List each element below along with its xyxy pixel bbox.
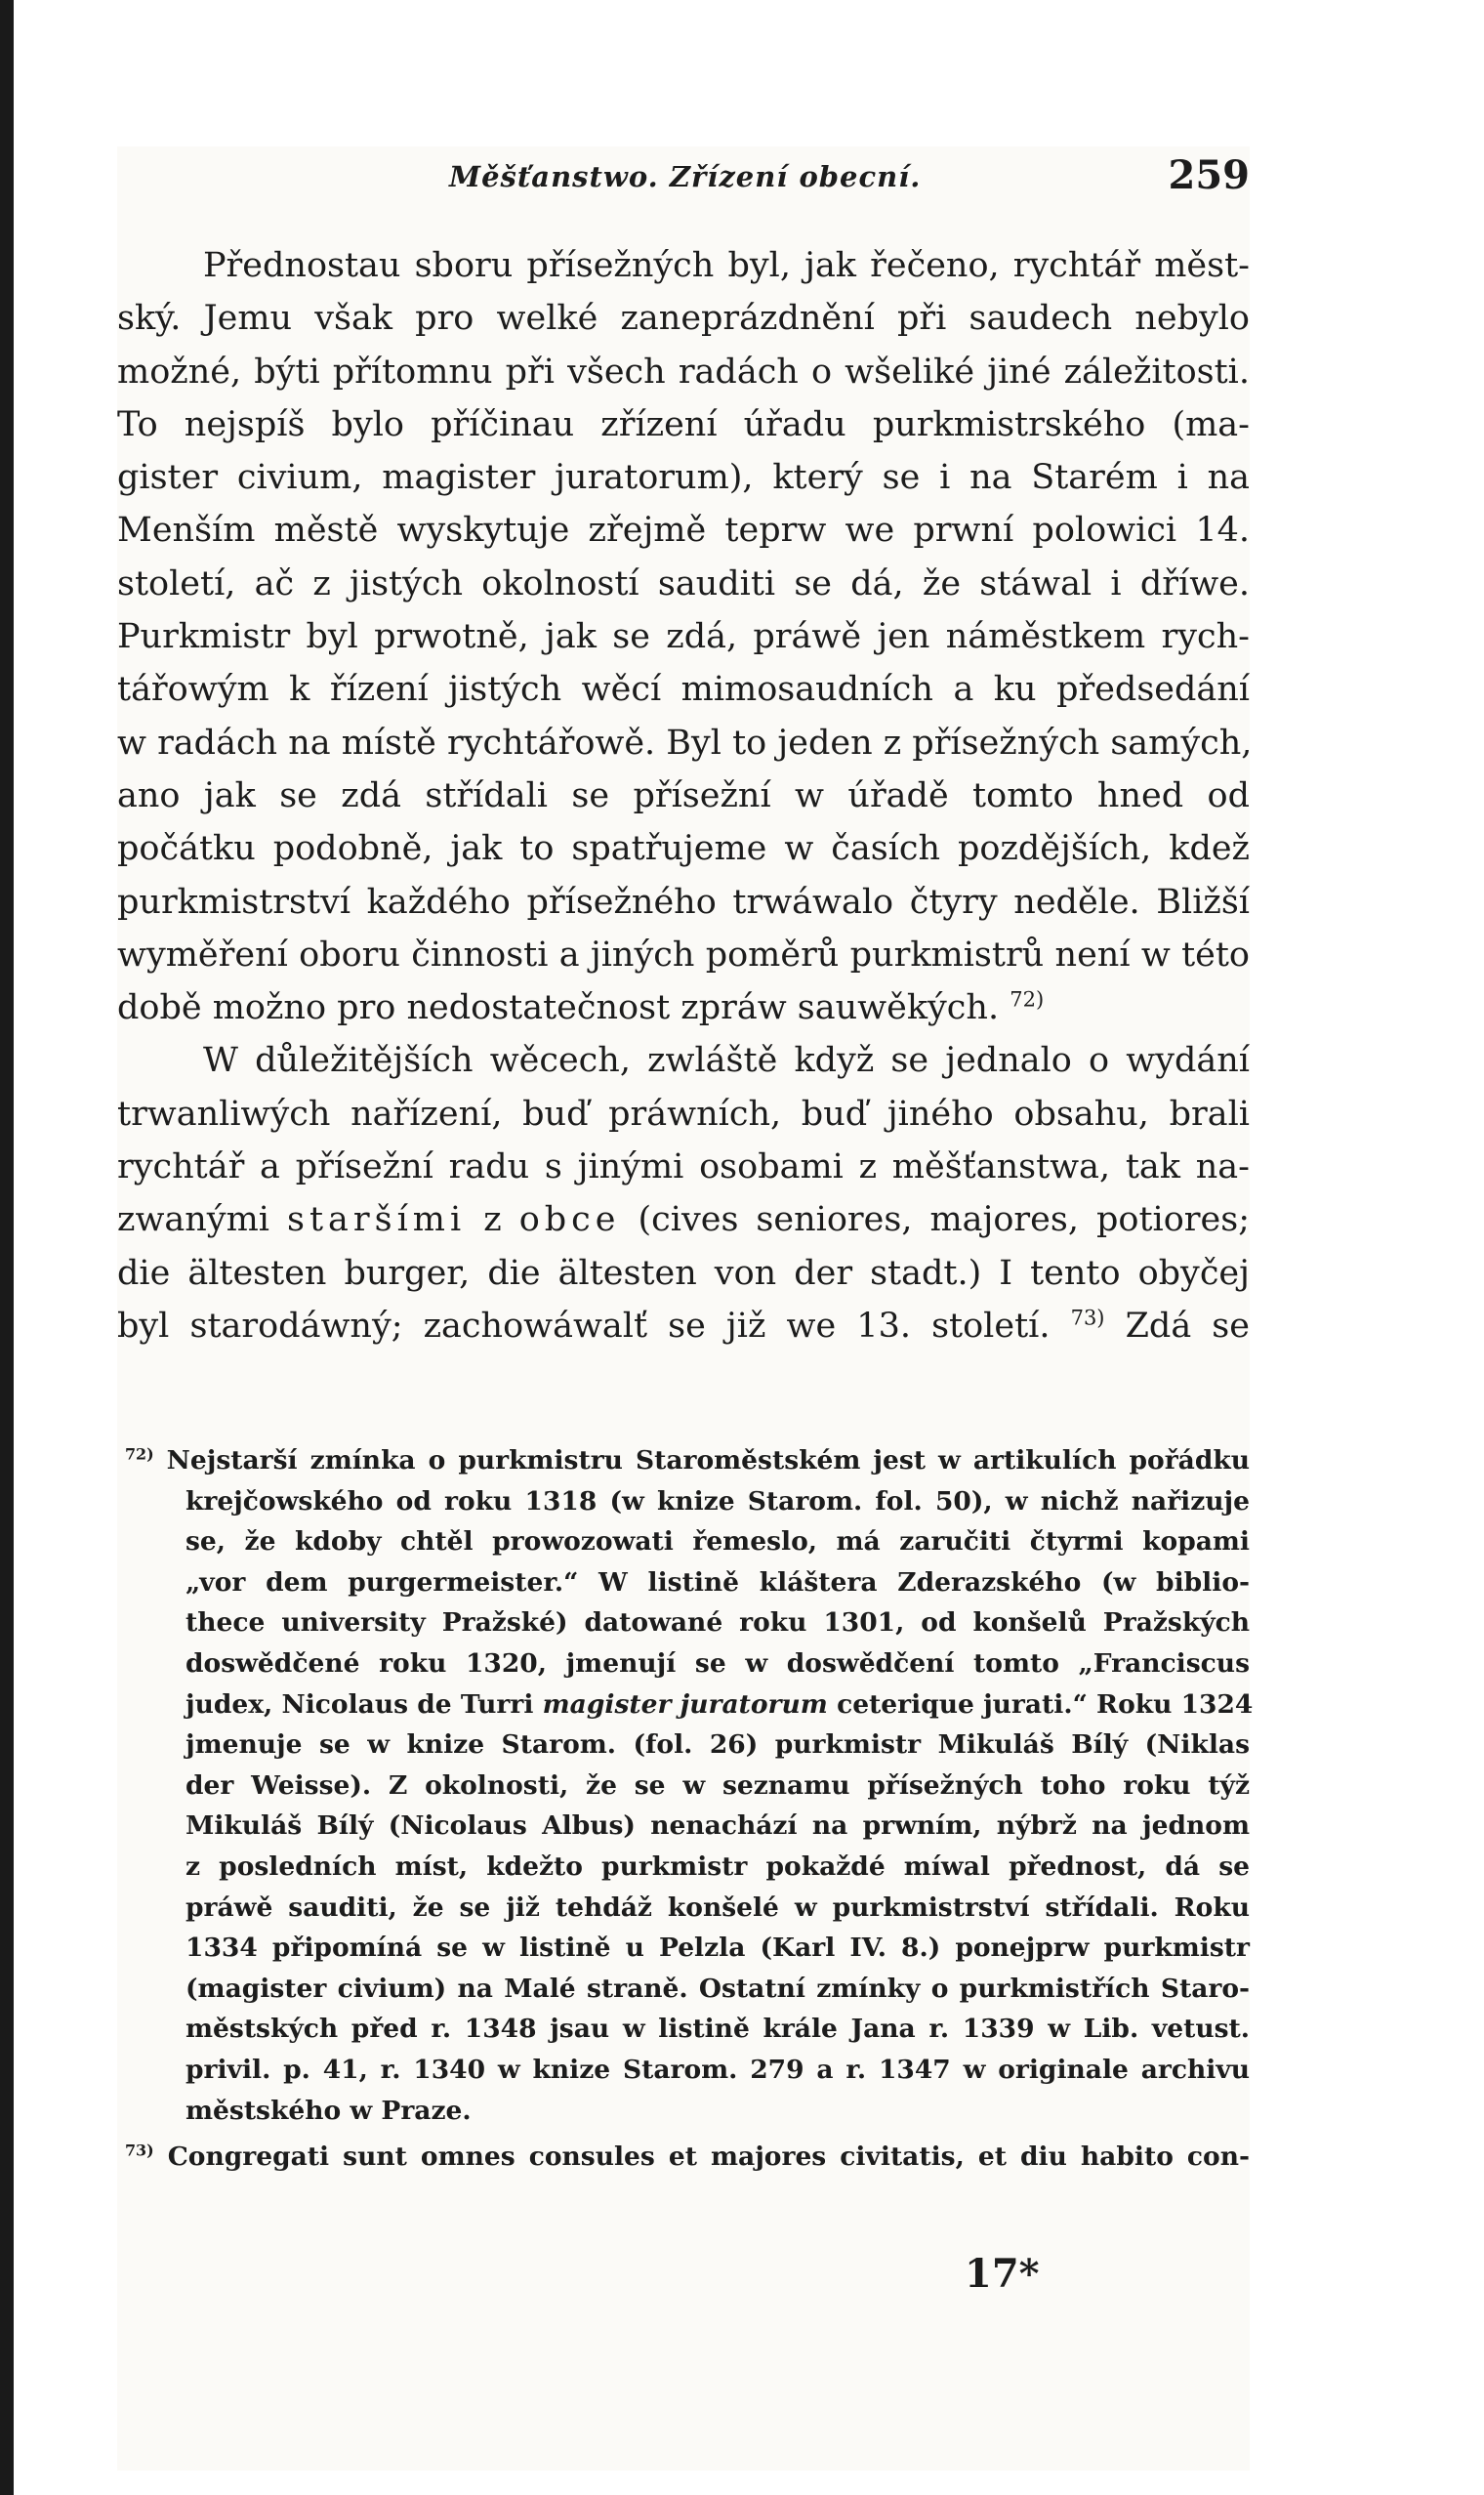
footnote-line: (magister civium) na Malé straně. Ostatní zmínky o purkmistřích Staro- <box>186 1973 1250 2004</box>
footnote-72 <box>117 1440 1254 2131</box>
text-line: die ältesten burger, die ältesten von der stadt.) I tento obyčej <box>117 1253 1250 1293</box>
text-line: W důležitějších wěcech, zwláště když se jednalo o wydání <box>203 1041 1250 1081</box>
text-fragment: Zdá se <box>1125 1306 1250 1346</box>
footnote-marker: 73) <box>125 2141 154 2160</box>
footnote-marker: 72) <box>125 1444 154 1464</box>
text-fragment: době možno pro nedostatečnost zpráw sauwěkých. <box>117 988 1000 1028</box>
text-line: To nejspíš bylo příčinau zřízení úřadu purkmistrského (ma- <box>117 404 1250 444</box>
footnote-73 <box>117 2137 1250 2178</box>
text-line <box>117 1193 1250 1246</box>
text-line: rychtář a přísežní radu s jinými osobami z měšťanstwa, tak na- <box>117 1147 1250 1187</box>
scan-edge-border <box>0 0 14 2495</box>
text-line: purkmistrství každého přísežného trwáwalo čtyry neděle. Bližší <box>117 882 1250 922</box>
text-line <box>117 1300 1250 1352</box>
text-fragment: zwanými <box>117 1200 269 1240</box>
text-line: Menším městě wyskytuje zřejmě teprw we prwní polowici 14. <box>117 511 1250 551</box>
text-line: Přednostau sboru přísežných byl, jak řečeno, rychtář měst- <box>203 246 1250 285</box>
footnote-line: thece university Pražské) datowané roku 1301, od konšelů Pražských <box>186 1607 1250 1639</box>
footnote-line: městského w Praze. <box>186 2095 472 2126</box>
page-header <box>117 146 1250 205</box>
text-fragment: judex, Nicolaus de Turri <box>186 1688 534 1720</box>
text-line: ano jak se zdá střídali se přísežní w úřadě tomto hned od <box>117 775 1250 815</box>
text-line: ský. Jemu však pro welké zaneprázdnění při saudech nebylo <box>117 299 1250 339</box>
spaced-term: staršími <box>287 1200 467 1240</box>
footnote-line: městských před r. 1348 jsau w listině krále Jana r. 1339 w Lib. vetust. <box>186 2014 1250 2045</box>
main-text <box>117 239 1253 1352</box>
footnote-line: se, že kdoby chtěl prowozowati řemeslo, má zaručiti čtyrmi kopami <box>186 1526 1250 1558</box>
footnote-line: z posledních míst, kdežto purkmistr pokaždé míwal přednost, dá se <box>186 1850 1250 1882</box>
text-line: wyměření oboru činnosti a jiných poměrů purkmistrů není w této <box>117 935 1250 975</box>
text-line: století, ač z jistých okolností sauditi se dá, že stáwal i dříwe. <box>117 563 1250 603</box>
text-line <box>117 981 1250 1034</box>
italic-term: magister juratorum <box>542 1688 828 1720</box>
footnote-line <box>117 1440 1250 1481</box>
page-number: 259 <box>1168 152 1250 198</box>
text-line: Purkmistr byl prwotně, jak se zdá, práwě jen náměstkem rych- <box>117 617 1250 657</box>
text-fragment: Congregati sunt omnes consules et majores civitatis, et diu habito con- <box>167 2142 1250 2173</box>
text-line: počátku podobně, jak to spatřujeme w časích pozdějších, kdež <box>117 829 1250 869</box>
text-fragment: byl starodáwný; zachowáwalť se již we 13. století. <box>117 1306 1051 1346</box>
text-line: trwanliwých nařízení, buď práwních, buď jiného obsahu, brali <box>117 1094 1250 1134</box>
footnote-line: der Weisse). Z okolnosti, že se w seznamu přísežných toho roku týž <box>186 1769 1250 1801</box>
footnote-line <box>117 2137 1250 2178</box>
footnote-ref-72: 72) <box>1010 987 1045 1012</box>
footnote-line: 1334 připomíná se w listině u Pelzla (Karl IV. 8.) ponejprw purkmistr <box>186 1933 1250 1964</box>
footnote-line: krejčowského od roku 1318 (w knize Starom. fol. 50), w nichž nařizuje <box>186 1485 1250 1517</box>
footnotes <box>117 1440 1254 2178</box>
text-line: tářowým k řízení jistých wěcí mimosaudních a ku předsedání <box>117 670 1250 710</box>
text-fragment: z <box>483 1200 502 1240</box>
book-page <box>117 146 1254 2471</box>
footnote-line: práwě sauditi, že se již tehdáž konšelé w purkmistrství střídali. Roku <box>186 1892 1250 1923</box>
footnote-line: jmenuje se w knize Starom. (fol. 26) purkmistr Mikuláš Bílý (Niklas <box>186 1729 1250 1761</box>
printer-signature-mark: 17* <box>965 2251 1040 2297</box>
running-title: Měšťanstwo. Zřízení obecní. <box>449 160 922 193</box>
footnote-ref-73: 73) <box>1070 1306 1105 1330</box>
text-line: gister civium, magister juratorum), který se i na Starém i na <box>117 458 1250 498</box>
text-line: možné, býti přítomnu při všech radách o wšeliké jiné záležitosti. <box>117 352 1250 392</box>
footnote-line: „vor dem purgermeister.“ W listině kláštera Zderazského (w biblio- <box>186 1566 1250 1598</box>
footnote-line: doswědčené roku 1320, jmenují se w doswědčení tomto „Franciscus <box>186 1647 1250 1679</box>
footnote-line: privil. p. 41, r. 1340 w knize Starom. 279 a r. 1347 w originale archivu <box>186 2054 1250 2085</box>
text-fragment: ceterique jurati.“ Roku 1324 <box>837 1688 1254 1720</box>
spaced-term: obce <box>518 1200 621 1240</box>
text-fragment: (cives seniores, majores, potiores; <box>638 1200 1250 1240</box>
text-line: w radách na místě rychtářowě. Byl to jeden z přísežných samých, <box>117 723 1253 763</box>
footnote-line: Mikuláš Bílý (Nicolaus Albus) nenachází na prwním, nýbrž na jednom <box>186 1810 1250 1842</box>
text-fragment: Nejstarší zmínka o purkmistru Staroměstském jest w artikulích pořádku <box>166 1445 1250 1476</box>
footnote-line <box>117 1684 1254 1726</box>
